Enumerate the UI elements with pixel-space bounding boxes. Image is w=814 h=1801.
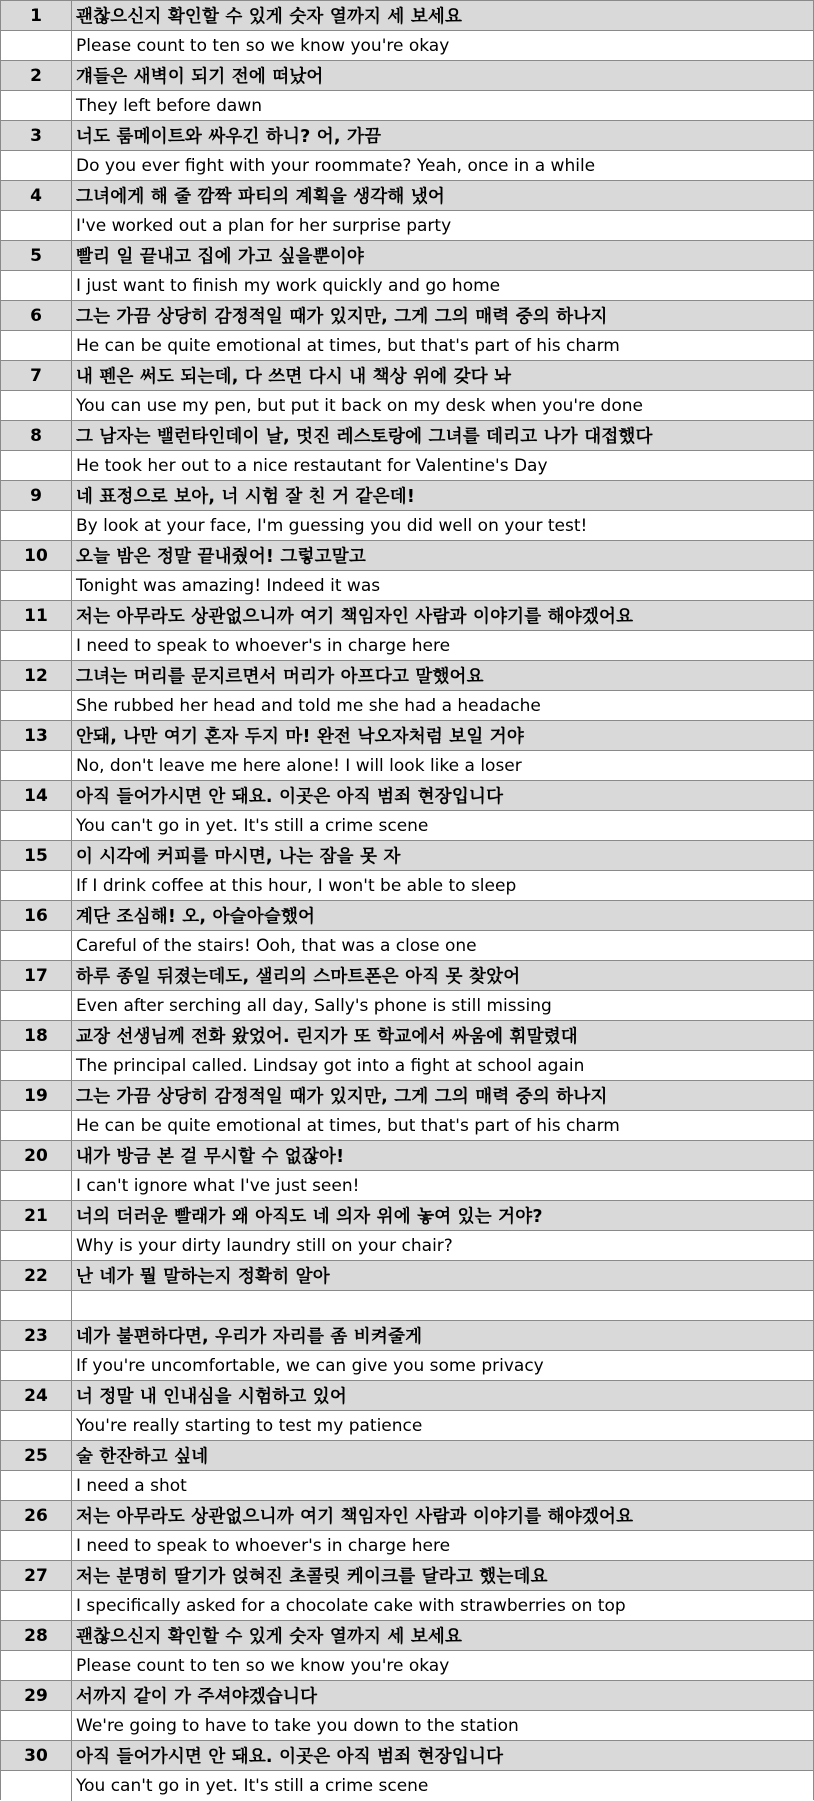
korean-sentence: 그녀는 머리를 문지르면서 머리가 아프다고 말했어요	[76, 667, 484, 687]
row-number: 5	[1, 241, 72, 270]
table-entry	[1, 900, 813, 960]
empty-number-cell	[1, 1411, 72, 1440]
english-row	[1, 390, 813, 420]
empty-number-cell	[1, 331, 72, 360]
english-translation: Why is your dirty laundry still on your chair?	[76, 1235, 453, 1256]
korean-sentence: 하루 종일 뒤졌는데도, 샐리의 스마트폰은 아직 못 찾았어	[76, 967, 521, 987]
table-entry	[1, 1140, 813, 1200]
row-number: 26	[1, 1501, 72, 1530]
row-number: 15	[1, 841, 72, 870]
korean-row	[1, 1320, 813, 1350]
empty-number-cell	[1, 31, 72, 60]
english-row	[1, 870, 813, 900]
korean-sentence: 이 시각에 커피를 마시면, 나는 잠을 못 자	[76, 847, 401, 867]
korean-row	[1, 960, 813, 990]
table-entry	[1, 1560, 813, 1620]
english-row	[1, 330, 813, 360]
english-translation: You can use my pen, but put it back on my desk when you're done	[76, 395, 643, 416]
korean-sentence: 저는 아무라도 상관없으니까 여기 책임자인 사람과 이야기를 해야겠어요	[76, 607, 634, 627]
table-entry	[1, 540, 813, 600]
row-number: 23	[1, 1321, 72, 1350]
table-entry	[1, 660, 813, 720]
korean-sentence: 아직 들어가시면 안 돼요. 이곳은 아직 범죄 현장입니다	[76, 1747, 504, 1767]
korean-row	[1, 840, 813, 870]
row-number: 6	[1, 301, 72, 330]
empty-number-cell	[1, 1531, 72, 1560]
korean-sentence: 네 표정으로 보아, 너 시험 잘 친 거 같은데!	[76, 487, 416, 507]
korean-row	[1, 1500, 813, 1530]
empty-number-cell	[1, 871, 72, 900]
english-translation: You're really starting to test my patience	[76, 1415, 423, 1436]
korean-row	[1, 600, 813, 630]
empty-number-cell	[1, 1291, 72, 1320]
empty-number-cell	[1, 511, 72, 540]
table-entry	[1, 1500, 813, 1560]
english-row	[1, 750, 813, 780]
korean-sentence: 술 한잔하고 싶네	[76, 1447, 209, 1467]
english-row	[1, 1290, 813, 1320]
table-entry	[1, 840, 813, 900]
table-entry	[1, 1320, 813, 1380]
english-translation: He can be quite emotional at times, but that's part of his charm	[76, 1115, 620, 1136]
korean-row	[1, 900, 813, 930]
korean-row	[1, 1740, 813, 1770]
empty-number-cell	[1, 91, 72, 120]
row-number: 21	[1, 1201, 72, 1230]
english-translation: Please count to ten so we know you're okay	[76, 35, 450, 56]
empty-number-cell	[1, 991, 72, 1020]
korean-sentence: 내 펜은 써도 되는데, 다 쓰면 다시 내 책상 위에 갖다 놔	[76, 367, 512, 387]
english-row	[1, 1590, 813, 1620]
table-entry	[1, 480, 813, 540]
table-entry	[1, 120, 813, 180]
english-row	[1, 990, 813, 1020]
english-row	[1, 1230, 813, 1260]
english-translation: Please count to ten so we know you're okay	[76, 1655, 450, 1676]
empty-number-cell	[1, 751, 72, 780]
row-number: 25	[1, 1441, 72, 1470]
english-translation: Careful of the stairs! Ooh, that was a close one	[76, 935, 477, 956]
english-row	[1, 930, 813, 960]
english-translation: No, don't leave me here alone! I will look like a loser	[76, 755, 522, 776]
korean-sentence: 빨리 일 끝내고 집에 가고 싶을뿐이야	[76, 247, 365, 267]
empty-number-cell	[1, 1711, 72, 1740]
english-translation: Tonight was amazing! Indeed it was	[76, 575, 381, 596]
english-translation: I've worked out a plan for her surprise party	[76, 215, 452, 236]
korean-sentence: 안돼, 나만 여기 혼자 두지 마! 완전 낙오자처럼 보일 거야	[76, 727, 524, 747]
korean-row	[1, 660, 813, 690]
english-row	[1, 1470, 813, 1500]
english-translation: I can't ignore what I've just seen!	[76, 1175, 360, 1196]
row-number: 1	[1, 1, 72, 30]
empty-number-cell	[1, 271, 72, 300]
row-number: 11	[1, 601, 72, 630]
table-entry	[1, 420, 813, 480]
korean-row	[1, 720, 813, 750]
english-row	[1, 1050, 813, 1080]
english-row	[1, 1710, 813, 1740]
english-translation: I just want to finish my work quickly and go home	[76, 275, 501, 296]
korean-sentence: 네가 불편하다면, 우리가 자리를 좀 비켜줄게	[76, 1327, 423, 1347]
row-number: 4	[1, 181, 72, 210]
row-number: 7	[1, 361, 72, 390]
empty-number-cell	[1, 1771, 72, 1801]
english-translation: I need a shot	[76, 1475, 187, 1496]
english-row	[1, 1170, 813, 1200]
korean-sentence: 너 정말 내 인내심을 시험하고 있어	[76, 1387, 347, 1407]
table-entry	[1, 1260, 813, 1320]
korean-row	[1, 1260, 813, 1290]
korean-row	[1, 0, 813, 30]
table-entry	[1, 1080, 813, 1140]
table-entry	[1, 720, 813, 780]
table-entry	[1, 1440, 813, 1500]
english-row	[1, 510, 813, 540]
empty-number-cell	[1, 1351, 72, 1380]
table-entry	[1, 300, 813, 360]
table-entry	[1, 600, 813, 660]
row-number: 19	[1, 1081, 72, 1110]
row-number: 20	[1, 1141, 72, 1170]
row-number: 8	[1, 421, 72, 450]
korean-sentence: 그는 가끔 상당히 감정적일 때가 있지만, 그게 그의 매력 중의 하나지	[76, 1087, 608, 1107]
english-translation: He can be quite emotional at times, but that's part of his charm	[76, 335, 620, 356]
korean-row	[1, 1680, 813, 1710]
row-number: 12	[1, 661, 72, 690]
korean-sentence: 너도 룸메이트와 싸우긴 하니? 어, 가끔	[76, 127, 382, 147]
korean-row	[1, 1440, 813, 1470]
english-row	[1, 570, 813, 600]
english-row	[1, 690, 813, 720]
english-translation: Even after serching all day, Sally's phone is still missing	[76, 995, 552, 1016]
korean-row	[1, 540, 813, 570]
korean-row	[1, 60, 813, 90]
empty-number-cell	[1, 391, 72, 420]
empty-number-cell	[1, 1231, 72, 1260]
korean-row	[1, 780, 813, 810]
korean-sentence: 괜찮으신지 확인할 수 있게 숫자 열까지 세 보세요	[76, 7, 463, 27]
table-entry	[1, 1200, 813, 1260]
korean-sentence: 저는 분명히 딸기가 얹혀진 초콜릿 케이크를 달라고 했는데요	[76, 1567, 548, 1587]
empty-number-cell	[1, 1591, 72, 1620]
english-row	[1, 1770, 813, 1801]
korean-sentence: 오늘 밤은 정말 끝내줬어! 그렇고말고	[76, 547, 366, 567]
row-number: 24	[1, 1381, 72, 1410]
english-translation: If you're uncomfortable, we can give you some privacy	[76, 1355, 544, 1376]
empty-number-cell	[1, 211, 72, 240]
row-number: 10	[1, 541, 72, 570]
english-translation: You can't go in yet. It's still a crime scene	[76, 1776, 429, 1796]
empty-number-cell	[1, 811, 72, 840]
row-number: 22	[1, 1261, 72, 1290]
korean-sentence: 그 남자는 밸런타인데이 날, 멋진 레스토랑에 그녀를 데리고 나가 대접했다	[76, 427, 653, 447]
korean-row	[1, 1560, 813, 1590]
korean-row	[1, 1020, 813, 1050]
english-translation: Do you ever fight with your roommate? Yeah, once in a while	[76, 155, 596, 176]
korean-row	[1, 480, 813, 510]
empty-number-cell	[1, 1051, 72, 1080]
empty-number-cell	[1, 691, 72, 720]
english-row	[1, 450, 813, 480]
empty-number-cell	[1, 1171, 72, 1200]
korean-row	[1, 420, 813, 450]
english-translation: They left before dawn	[76, 95, 263, 116]
english-translation: I need to speak to whoever's in charge here	[76, 635, 451, 656]
korean-sentence: 너의 더러운 빨래가 왜 아직도 네 의자 위에 놓여 있는 거야?	[76, 1207, 543, 1227]
empty-number-cell	[1, 631, 72, 660]
english-row	[1, 210, 813, 240]
table-entry	[1, 1380, 813, 1440]
english-translation: If I drink coffee at this hour, I won't be able to sleep	[76, 875, 517, 896]
korean-row	[1, 1620, 813, 1650]
korean-row	[1, 300, 813, 330]
korean-sentence: 저는 아무라도 상관없으니까 여기 책임자인 사람과 이야기를 해야겠어요	[76, 1507, 634, 1527]
empty-number-cell	[1, 451, 72, 480]
row-number: 29	[1, 1681, 72, 1710]
row-number: 28	[1, 1621, 72, 1650]
table-entry	[1, 1680, 813, 1740]
row-number: 9	[1, 481, 72, 510]
table-entry	[1, 1620, 813, 1680]
row-number: 3	[1, 121, 72, 150]
korean-sentence: 난 네가 뭘 말하는지 정확히 알아	[76, 1267, 330, 1287]
english-row	[1, 30, 813, 60]
english-row	[1, 150, 813, 180]
english-translation: You can't go in yet. It's still a crime scene	[76, 815, 429, 836]
english-translation: By look at your face, I'm guessing you did well on your test!	[76, 515, 588, 536]
table-entry	[1, 180, 813, 240]
english-translation: The principal called. Lindsay got into a fight at school again	[76, 1055, 585, 1076]
table-entry	[1, 0, 813, 60]
row-number: 27	[1, 1561, 72, 1590]
korean-sentence: 괜찮으신지 확인할 수 있게 숫자 열까지 세 보세요	[76, 1627, 463, 1647]
table-entry	[1, 1020, 813, 1080]
korean-sentence: 그녀에게 해 줄 깜짝 파티의 계획을 생각해 냈어	[76, 187, 446, 207]
english-row	[1, 810, 813, 840]
korean-sentence: 계단 조심해! 오, 아슬아슬했어	[76, 907, 316, 927]
english-row	[1, 1410, 813, 1440]
table-entry	[1, 780, 813, 840]
row-number: 17	[1, 961, 72, 990]
korean-sentence: 그는 가끔 상당히 감정적일 때가 있지만, 그게 그의 매력 중의 하나지	[76, 307, 608, 327]
empty-number-cell	[1, 931, 72, 960]
korean-row	[1, 180, 813, 210]
row-number: 30	[1, 1741, 72, 1770]
english-row	[1, 1530, 813, 1560]
korean-row	[1, 360, 813, 390]
korean-sentence: 교장 선생님께 전화 왔었어. 린지가 또 학교에서 싸움에 휘말렸대	[76, 1027, 578, 1047]
korean-sentence: 내가 방금 본 걸 무시할 수 없잖아!	[76, 1147, 345, 1167]
row-number: 13	[1, 721, 72, 750]
english-translation: She rubbed her head and told me she had a headache	[76, 695, 541, 716]
english-row	[1, 270, 813, 300]
row-number: 16	[1, 901, 72, 930]
empty-number-cell	[1, 1651, 72, 1680]
table-entry	[1, 1740, 813, 1801]
english-row	[1, 630, 813, 660]
table-entry	[1, 960, 813, 1020]
korean-row	[1, 120, 813, 150]
table-entry	[1, 60, 813, 120]
english-translation: We're going to have to take you down to the station	[76, 1715, 519, 1736]
english-row	[1, 1350, 813, 1380]
empty-number-cell	[1, 571, 72, 600]
korean-sentence: 걔들은 새벽이 되기 전에 떠났어	[76, 67, 324, 87]
korean-sentence: 아직 들어가시면 안 돼요. 이곳은 아직 범죄 현장입니다	[76, 787, 504, 807]
empty-number-cell	[1, 151, 72, 180]
english-translation: He took her out to a nice restautant for Valentine's Day	[76, 455, 548, 476]
korean-row	[1, 1200, 813, 1230]
english-row	[1, 1110, 813, 1140]
english-row	[1, 1650, 813, 1680]
row-number: 14	[1, 781, 72, 810]
table-entry	[1, 240, 813, 300]
row-number: 2	[1, 61, 72, 90]
english-translation: I need to speak to whoever's in charge here	[76, 1535, 451, 1556]
empty-number-cell	[1, 1111, 72, 1140]
korean-row	[1, 1080, 813, 1110]
row-number: 18	[1, 1021, 72, 1050]
korean-sentence: 서까지 같이 가 주셔야겠습니다	[76, 1687, 318, 1707]
empty-number-cell	[1, 1471, 72, 1500]
korean-row	[1, 1140, 813, 1170]
table-entry	[1, 360, 813, 420]
korean-row	[1, 1380, 813, 1410]
english-row	[1, 90, 813, 120]
korean-row	[1, 240, 813, 270]
english-translation: I specifically asked for a chocolate cake with strawberries on top	[76, 1595, 626, 1616]
english-translation	[72, 1291, 813, 1320]
